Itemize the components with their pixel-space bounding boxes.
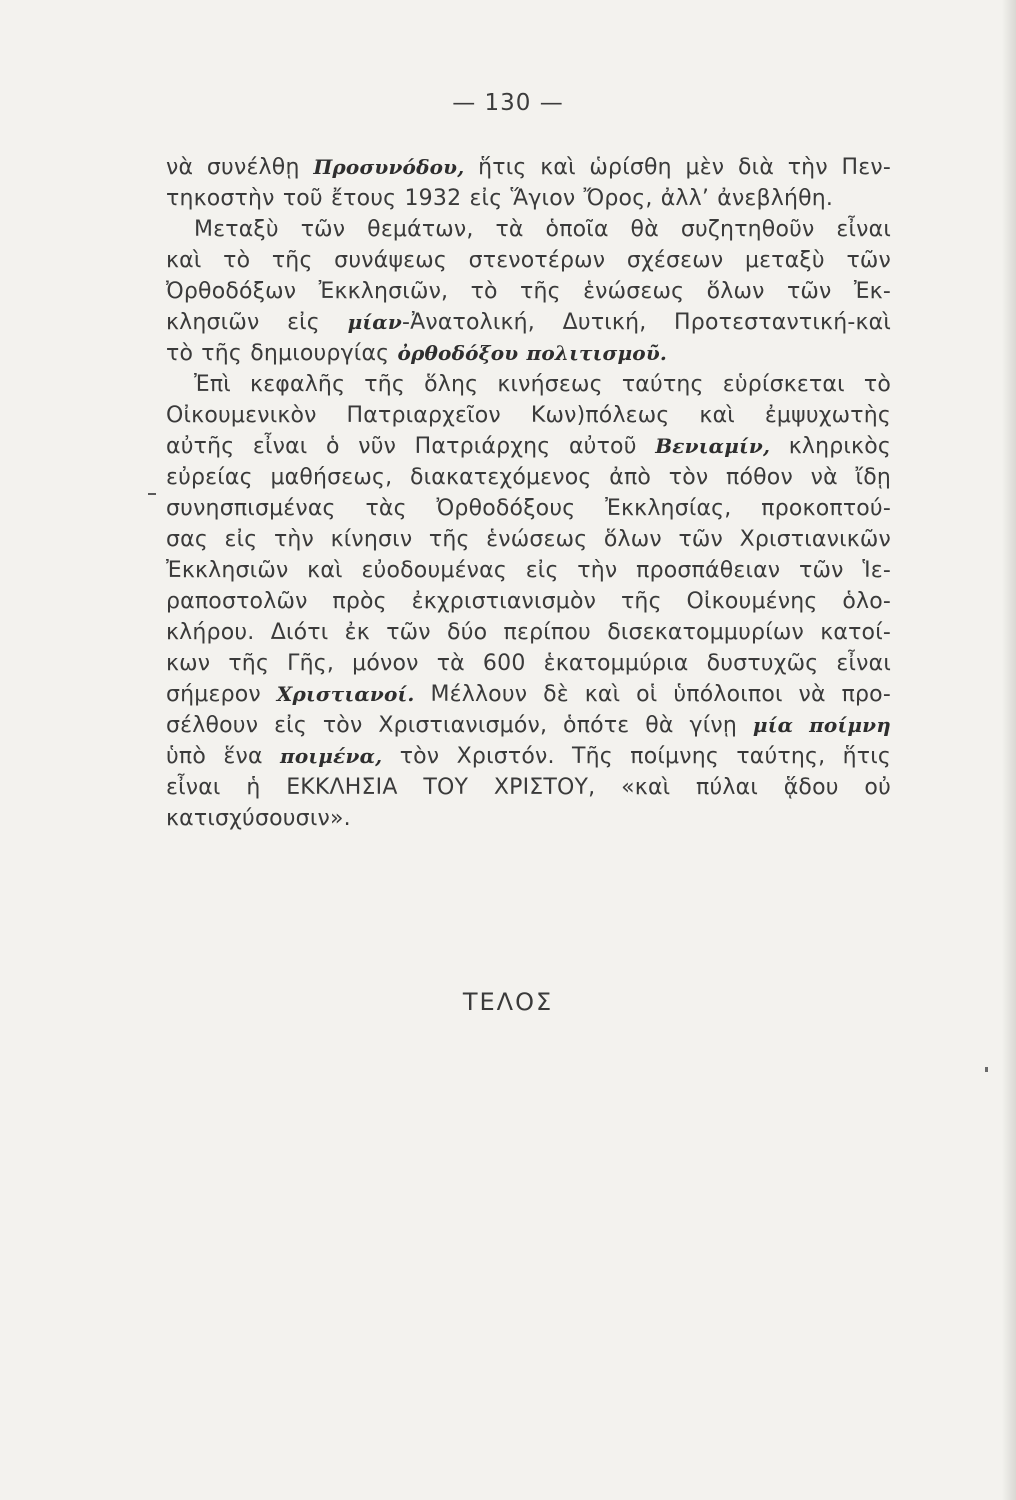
line-text: ἥτις καὶ ὡρίσθη μὲν διὰ τὴν Πεν- xyxy=(464,155,891,180)
line-text: εὐρείας μαθήσεως, διακατεχόμενος ἀπὸ τὸν πόθον νὰ ἴδῃ xyxy=(166,465,891,490)
text-line xyxy=(166,245,891,276)
text-line xyxy=(166,431,891,462)
text-line xyxy=(166,648,891,679)
emphasized-text: Χριστιανοί. xyxy=(276,682,415,706)
line-text: κλήρου. Διότι ἐκ τῶν δύο περίπου δισεκατομμυρίων κατοί- xyxy=(166,620,891,645)
line-text: σας εἰς τὴν κίνησιν τῆς ἑνώσεως ὅλων τῶν Χριστιανικῶν xyxy=(166,527,891,552)
line-text: κων τῆς Γῆς, μόνον τὰ 600 ἑκατομμύρια δυστυχῶς εἶναι xyxy=(166,651,891,676)
line-text: εἶναι ἡ ΕΚΚΛΗΣΙΑ ΤΟΥ ΧΡΙΣΤΟΥ, «καὶ πύλαι ᾅδου οὐ xyxy=(166,775,891,800)
emphasized-text: ποιμένα, xyxy=(280,744,383,768)
line-text: νὰ συνέλθῃ xyxy=(166,155,314,180)
text-line xyxy=(166,338,891,369)
text-line xyxy=(166,803,891,834)
emphasized-text: ὀρθοδόξου πολιτισμοῦ. xyxy=(397,341,668,365)
emphasized-text: Προσυνόδου, xyxy=(313,155,465,179)
line-text: καὶ τὸ τῆς συνάψεως στενοτέρων σχέσεων μεταξὺ τῶν xyxy=(166,248,891,273)
text-line xyxy=(166,493,891,524)
line-text: τηκοστὴν τοῦ ἔτους 1932 εἰς Ἅγιον Ὄρος, ἀλλ’ ἀνεβλήθη. xyxy=(166,186,834,211)
line-text: κατισχύσουσιν». xyxy=(166,806,351,831)
text-line xyxy=(166,400,891,431)
text-line xyxy=(166,679,891,710)
text-line xyxy=(166,555,891,586)
text-line xyxy=(166,617,891,648)
line-text: σήμερον xyxy=(166,682,277,707)
line-text: Ὀρθοδόξων Ἐκκλησιῶν, τὸ τῆς ἑνώσεως ὅλων τῶν Ἐκ- xyxy=(166,279,891,304)
text-line xyxy=(166,276,891,307)
line-text: -Ἀνατολική, Δυτική, Προτεσταντική-καὶ xyxy=(401,310,891,335)
page-edge-shadow xyxy=(1002,0,1016,1500)
body-text xyxy=(166,152,891,834)
text-line xyxy=(166,183,891,214)
text-line xyxy=(166,369,891,400)
line-text: κλησιῶν εἰς xyxy=(166,310,348,335)
text-line xyxy=(166,307,891,338)
text-line xyxy=(166,524,891,555)
line-text: συνησπισμένας τὰς Ὀρθοδόξους Ἐκκλησίας, προκοπτού- xyxy=(166,496,891,521)
line-text: σέλθουν εἰς τὸν Χριστιανισμόν, ὁπότε θὰ γίνῃ xyxy=(166,713,753,738)
emphasized-text: μία ποίμνη xyxy=(752,713,891,737)
line-text: Μέλλουν δὲ καὶ οἱ ὑπόλοιποι νὰ προ- xyxy=(414,682,891,707)
text-line xyxy=(166,741,891,772)
text-line xyxy=(166,152,891,183)
emphasized-text: Βενιαμίν, xyxy=(655,434,771,458)
text-line xyxy=(166,586,891,617)
text-line xyxy=(166,214,891,245)
line-text: Ἐκκλησιῶν καὶ εὐοδουμένας εἰς τὴν προσπάθειαν τῶν Ἱε- xyxy=(166,558,891,583)
text-line xyxy=(166,462,891,493)
scan-mark xyxy=(148,493,156,495)
line-text: Οἰκουμενικὸν Πατριαρχεῖον Κων)πόλεως καὶ ἐμψυχωτὴς xyxy=(166,403,891,428)
line-text: ὑπὸ ἕνα xyxy=(166,744,281,769)
end-marker: ΤΕΛΟΣ xyxy=(462,988,554,1016)
emphasized-text: μίαν xyxy=(347,310,402,334)
line-text: Μεταξὺ τῶν θεμάτων, τὰ ὁποῖα θὰ συζητηθοῦν εἶναι xyxy=(194,217,891,242)
page-number: — 130 — xyxy=(452,90,564,116)
scan-dot xyxy=(985,1067,988,1072)
line-text: τὸν Χριστόν. Τῆς ποίμνης ταύτης, ἥτις xyxy=(382,744,891,769)
line-text: αὐτῆς εἶναι ὁ νῦν Πατριάρχης αὐτοῦ xyxy=(166,434,656,459)
text-line xyxy=(166,710,891,741)
text-line xyxy=(166,772,891,803)
line-text: τὸ τῆς δημιουργίας xyxy=(166,341,398,366)
line-text: ραποστολῶν πρὸς ἐκχριστιανισμὸν τῆς Οἰκουμένης ὁλο- xyxy=(166,589,891,614)
line-text: Ἐπὶ κεφαλῆς τῆς ὅλης κινήσεως ταύτης εὑρίσκεται τὸ xyxy=(194,372,891,397)
line-text: κληρικὸς xyxy=(770,434,891,459)
